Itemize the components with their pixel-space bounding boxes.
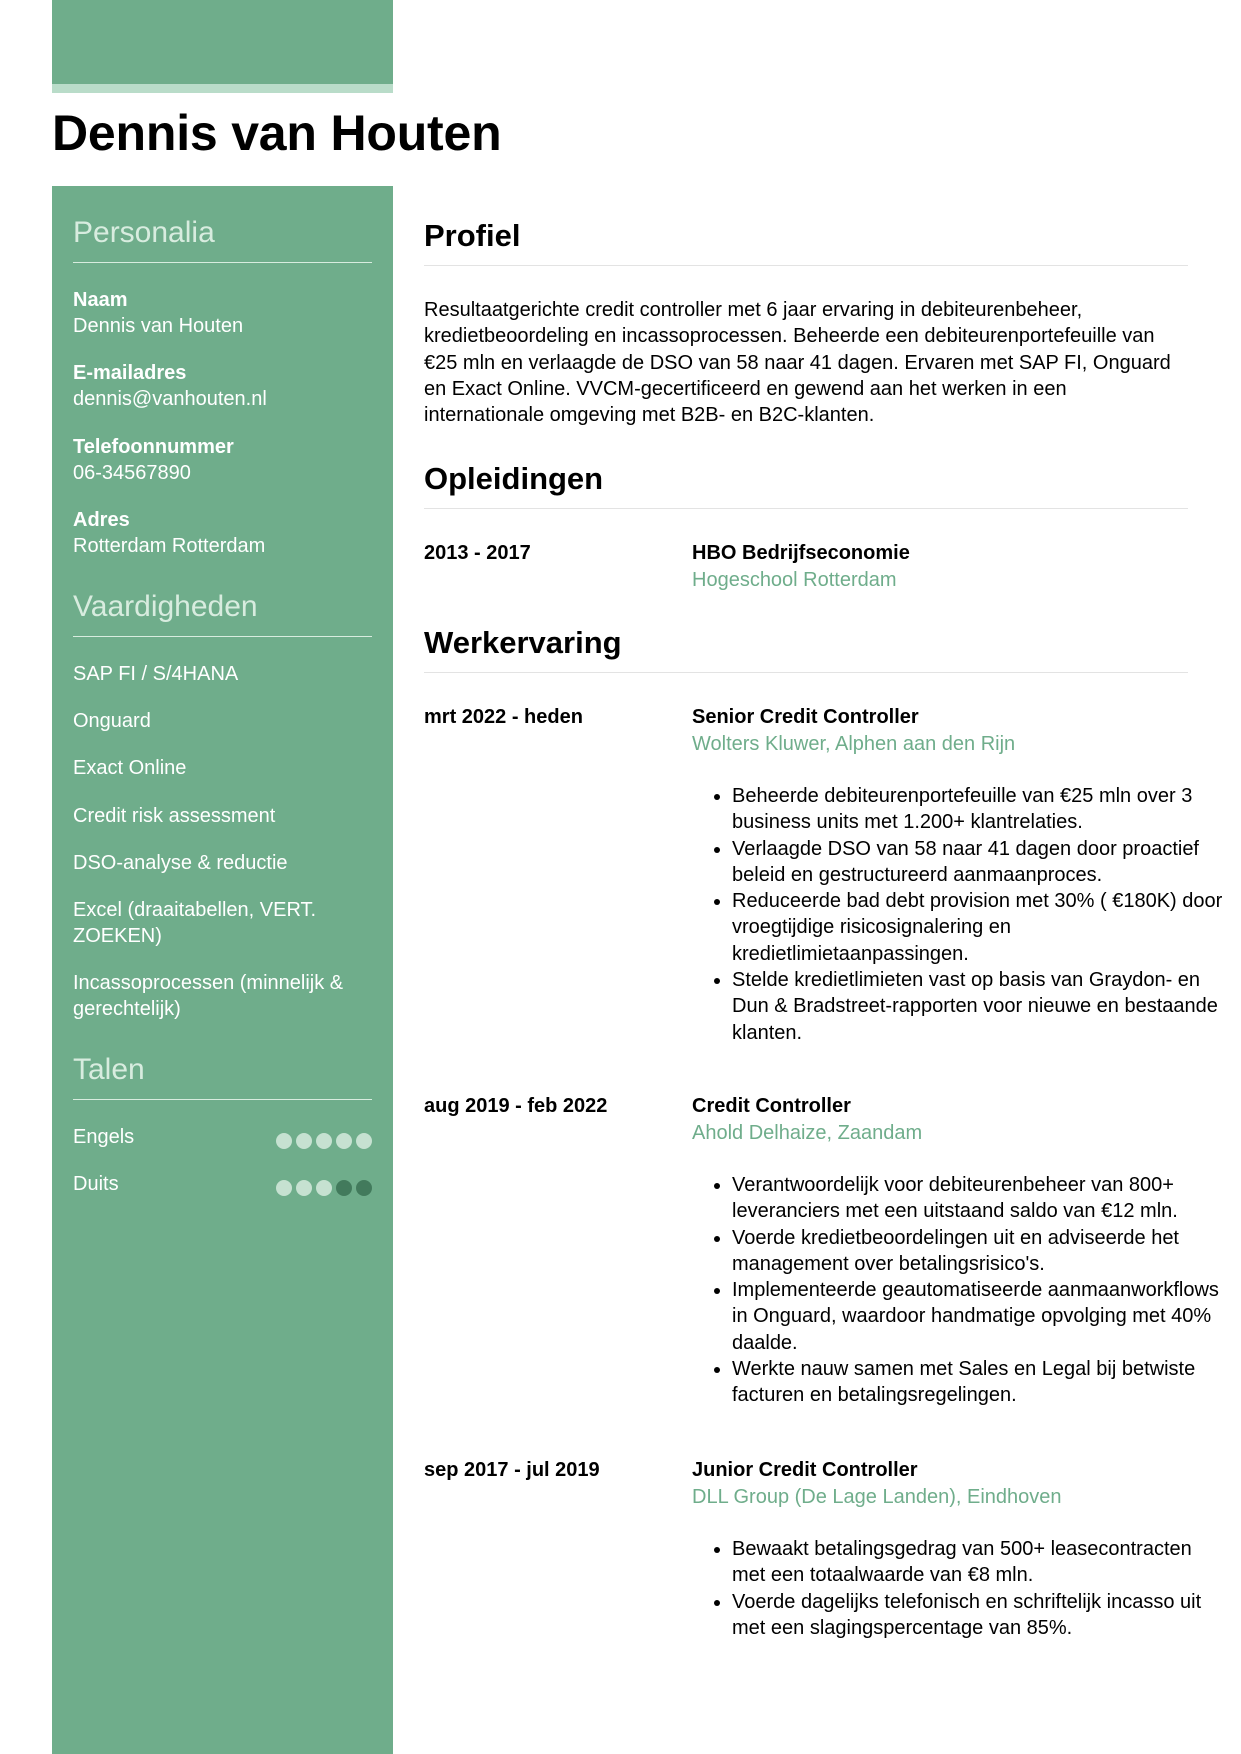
personal-divider bbox=[73, 262, 372, 263]
personal-field-address bbox=[73, 507, 372, 559]
languages-heading: Talen bbox=[73, 1053, 145, 1086]
job-bullets bbox=[692, 783, 1228, 1046]
education-dates: 2013 - 2017 bbox=[424, 542, 531, 564]
level-dot-filled bbox=[316, 1180, 332, 1196]
header-accent-band bbox=[52, 0, 393, 84]
level-dot-filled bbox=[296, 1180, 312, 1196]
skill-item: Excel (draaitabellen, VERT. ZOEKEN) bbox=[73, 899, 317, 947]
field-value: Dennis van Houten bbox=[73, 315, 244, 337]
level-dot-filled bbox=[296, 1133, 312, 1149]
job-dates: aug 2019 - feb 2022 bbox=[424, 1095, 608, 1117]
language-level-dots bbox=[272, 1130, 372, 1146]
skill-item: Incassoprocessen (minnelijk & gerechtelijk) bbox=[73, 972, 344, 1020]
level-dot-empty bbox=[336, 1180, 352, 1196]
skill-item: Exact Online bbox=[73, 757, 187, 779]
profile-text: Resultaatgerichte credit controller met 6 jaar ervaring in debiteurenbeheer, kredietbeoordeling en incassoprocessen. Beheerde een debiteurenportefeuille van €25 mln en verlaagde de DSO van 58 naar 41 dagen. Ervaren met SAP FI, Onguard en Exact Online. VVCM-gecertificeerd en gewend aan het werken in een internationale omgeving met B2B- en B2C-klanten. bbox=[424, 299, 1171, 427]
education-divider bbox=[424, 508, 1188, 509]
job-title: Credit Controller bbox=[692, 1095, 851, 1117]
list-item: • Verlaagde DSO van 58 naar 41 dagen door proactief beleid en gestructureerd aanmaanproces. bbox=[732, 836, 1228, 889]
list-item: • Werkte nauw samen met Sales en Legal bij betwiste facturen en betalingsregelingen. bbox=[732, 1356, 1228, 1409]
field-label: Naam bbox=[73, 289, 128, 311]
sidebar bbox=[52, 186, 393, 1754]
field-label: Telefoonnummer bbox=[73, 436, 234, 458]
experience-heading: Werkervaring bbox=[424, 625, 622, 660]
personal-heading: Personalia bbox=[73, 216, 215, 249]
level-dot-filled bbox=[276, 1180, 292, 1196]
field-value: dennis@vanhouten.nl bbox=[73, 388, 267, 410]
level-dot-filled bbox=[316, 1133, 332, 1149]
field-value: 06-34567890 bbox=[73, 462, 191, 484]
list-item: • Voerde kredietbeoordelingen uit en adviseerde het management over betalingsrisico's. bbox=[732, 1225, 1228, 1278]
profile-divider bbox=[424, 265, 1188, 266]
education-title: HBO Bedrijfseconomie bbox=[692, 542, 910, 564]
field-label: Adres bbox=[73, 509, 130, 531]
experience-divider bbox=[424, 672, 1188, 673]
languages-divider bbox=[73, 1099, 372, 1100]
personal-field-phone bbox=[73, 434, 372, 486]
personal-field-email bbox=[73, 360, 372, 412]
candidate-name: Dennis van Houten bbox=[52, 105, 502, 161]
skill-item: Onguard bbox=[73, 710, 151, 732]
list-item: • Reduceerde bad debt provision met 30% ( €180K) door vroegtijdige risicosignalering en kredietlimietaanpassingen. bbox=[732, 888, 1228, 967]
skill-item: Credit risk assessment bbox=[73, 805, 276, 827]
list-item: • Verantwoordelijk voor debiteurenbeheer van 800+ leveranciers met een uitstaand saldo van €12 mln. bbox=[732, 1172, 1228, 1225]
skills-section bbox=[73, 590, 372, 637]
job-dates: sep 2017 - jul 2019 bbox=[424, 1459, 600, 1481]
field-label: E-mailadres bbox=[73, 362, 187, 384]
personal-field-name bbox=[73, 287, 372, 339]
job-employer: Ahold Delhaize, Zaandam bbox=[692, 1122, 923, 1144]
level-dot-empty bbox=[356, 1180, 372, 1196]
education-institution: Hogeschool Rotterdam bbox=[692, 569, 897, 591]
list-item: • Beheerde debiteurenportefeuille van €25 mln over 3 business units met 1.200+ klantrelaties. bbox=[732, 783, 1228, 836]
level-dot-filled bbox=[336, 1133, 352, 1149]
languages-section bbox=[73, 1053, 372, 1100]
job-title: Senior Credit Controller bbox=[692, 706, 919, 728]
skills-divider bbox=[73, 636, 372, 637]
job-title: Junior Credit Controller bbox=[692, 1459, 918, 1481]
level-dot-filled bbox=[356, 1133, 372, 1149]
field-value: Rotterdam Rotterdam bbox=[73, 535, 266, 557]
skill-item: SAP FI / S/4HANA bbox=[73, 663, 239, 685]
header-accent-stripe bbox=[52, 84, 393, 93]
list-item: • Implementeerde geautomatiseerde aanmaanworkflows in Onguard, waardoor handmatige opvolging met 40% daalde. bbox=[732, 1277, 1228, 1356]
job-dates: mrt 2022 - heden bbox=[424, 706, 583, 728]
job-employer: Wolters Kluwer, Alphen aan den Rijn bbox=[692, 733, 1016, 755]
skill-item: DSO-analyse & reductie bbox=[73, 852, 288, 874]
job-bullets bbox=[692, 1172, 1228, 1409]
language-name: Duits bbox=[73, 1173, 119, 1195]
language-name: Engels bbox=[73, 1126, 135, 1148]
personal-section bbox=[73, 216, 372, 263]
profile-heading: Profiel bbox=[424, 218, 521, 253]
list-item: • Stelde kredietlimieten vast op basis van Graydon- en Dun & Bradstreet-rapporten voor nieuwe en bestaande klanten. bbox=[732, 967, 1228, 1046]
job-bullets bbox=[692, 1536, 1228, 1641]
skills-heading: Vaardigheden bbox=[73, 590, 258, 623]
language-level-dots bbox=[272, 1177, 372, 1193]
job-employer: DLL Group (De Lage Landen), Eindhoven bbox=[692, 1486, 1062, 1508]
level-dot-filled bbox=[276, 1133, 292, 1149]
list-item: • Voerde dagelijks telefonisch en schriftelijk incasso uit met een slagingspercentage van 85%. bbox=[732, 1589, 1228, 1642]
education-heading: Opleidingen bbox=[424, 461, 604, 496]
list-item: • Bewaakt betalingsgedrag van 500+ leasecontracten met een totaalwaarde van €8 mln. bbox=[732, 1536, 1228, 1589]
